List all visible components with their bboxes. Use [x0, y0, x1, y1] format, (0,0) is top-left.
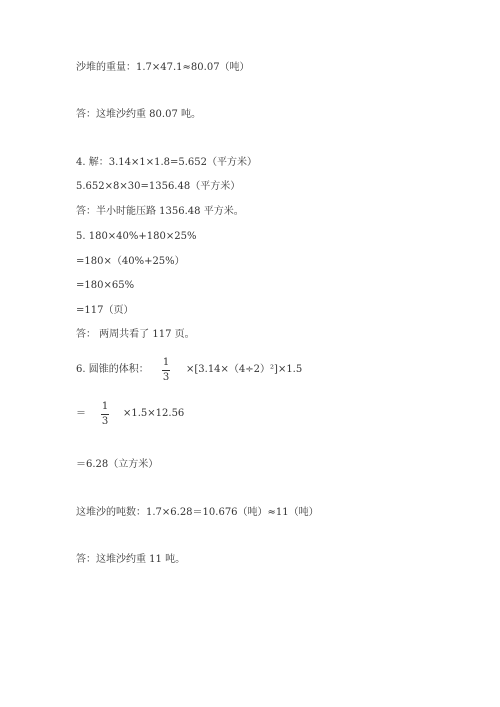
answer-line-sand-weight: 答：这堆沙约重 80.07 吨。 — [76, 109, 201, 120]
fraction-denominator: 3 — [101, 416, 109, 427]
problem-5-step-2: =180×65% — [76, 280, 135, 291]
answer-line-road-area: 答：半小时能压路 1356.48 平方米。 — [76, 206, 244, 217]
problem-5-result: =117（页） — [76, 305, 134, 316]
fraction-one-third — [100, 401, 110, 428]
answer-line-tonnage: 答：这堆沙约重 11 吨。 — [76, 554, 186, 565]
problem-5-expression-line: 5. 180×40%+180×25% — [76, 231, 197, 242]
fraction-denominator: 3 — [162, 372, 170, 383]
problem-6-label: 6. 圆锥的体积： — [76, 364, 149, 375]
fraction-one-third — [161, 357, 171, 384]
problem-5-step-1: =180×（40%+25%） — [76, 256, 185, 267]
fraction-numerator: 1 — [162, 357, 170, 368]
problem-4-calculation-line: 5.652×8×30=1356.48（平方米） — [76, 181, 241, 192]
volume-calculation-step: ×1.5×12.56 — [123, 408, 185, 419]
problem-4-solution-line: 4. 解：3.14×1×1.8=5.652（平方米） — [76, 157, 258, 168]
tonnage-line: 这堆沙的吨数：1.7×6.28＝10.676（吨）≈11（吨） — [76, 507, 319, 518]
sand-weight-line: 沙堆的重量：1.7×47.1≈80.07（吨） — [76, 62, 250, 73]
problem-6-volume-expression: ×[3.14×（4÷2）²]×1.5 — [186, 364, 303, 375]
fraction-bar — [162, 370, 170, 371]
volume-result-line: ＝6.28（立方米） — [76, 459, 159, 470]
equals-sign: ＝ — [76, 408, 86, 419]
fraction-bar — [101, 414, 109, 415]
fraction-numerator: 1 — [101, 401, 109, 412]
answer-line-pages: 答： 两周共看了 117 页。 — [76, 329, 195, 340]
